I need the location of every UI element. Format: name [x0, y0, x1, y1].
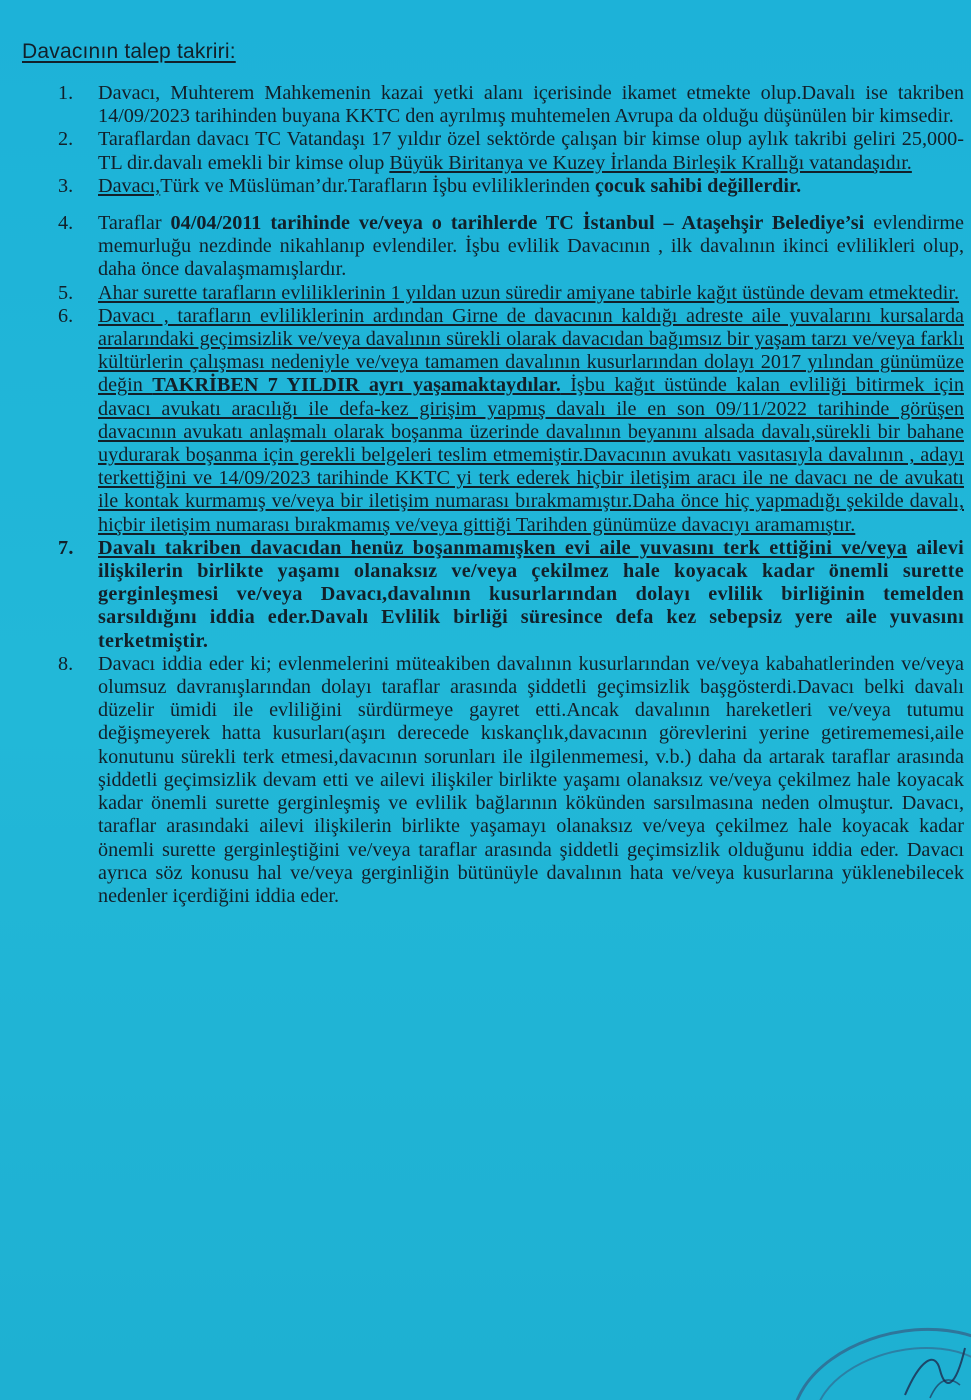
claim-text-underlined: Davacı,: [98, 174, 161, 197]
claim-number: 1.: [58, 82, 74, 104]
claim-text: Davacı, Muhterem Mahkemenin kazai yetki alanı içerisinde ikamet etmekte olup.Davalı ise takriben 14/09/2023 tarihinden buyana KKTC den ayrılmış muhtemelen Avrupa da olduğu düşünülen bir kimsedir.: [98, 82, 964, 128]
claim-text-underlined: Ahar surette tarafların evliliklerinin 1 yıldan uzun süredir amiyane tabirle kağıt üstünde devam etmektedir.: [98, 281, 960, 304]
claim-text-underlined: Davacı , tarafların evliliklerinin ardından Girne de davacının kaldığı adreste aile yuvalarını kursalarda aralarındaki geçimsizlik ve/veya davalının sürekli olarak davacıdan bağımsız bir yaşam tarzı ve/veya farklı kültürlerin çalışması nedeniyle ve/veya tamamen davalının kusurlarından dolayı 2017 yılından günümüze değin: [98, 304, 964, 397]
document-heading: Davacının talep takriri:: [22, 40, 236, 63]
claim-item-4: [58, 212, 964, 282]
claim-item-5: [58, 282, 964, 305]
claim-text: Taraflar: [98, 212, 171, 235]
claim-number: 4.: [58, 212, 74, 235]
claim-text-underlined: İşbu kağıt üstünde kalan evliliği bitirmek için davacı avukatı aracılığı ile defa-kez girişim yapmış davalı ile en son 09/11/2022 tarihinde görüşen davacının avukatı anlaşmalı olarak boşanma üzerinde davalının beyanını alsada davalı,sürekli bir bahane uydurarak boşanma için gerekli belgeleri teslim etmemiştir.Davacının avukatı vasıtasıyla davalının , adayı terkettiğini ve 14/09/2023 tarihinde KKTC yi terk ederek hiçbir iletişim aracı ile ne davacı ne de avukatı ile kontak kurmamış ve/veya bir iletişim numarası bırakmamıştır.Daha önce hiç yapmadığı şekilde davalı, hiçbir iletişim numarası bırakmamış ve/veya gittiği Tarihden günümüze davacıyı aramamıştır.: [98, 374, 964, 536]
claim-text-underlined: Büyük Biritanya ve Kuzey İrlanda Birleşik Krallığı vatandaşıdır.: [389, 151, 912, 174]
claim-number: 6.: [58, 304, 74, 327]
claim-text: evlendirme memurluğu nezdinde nikahlanıp evlendiler. İşbu evlilik Davacının , ilk davalının ikinci evlilikleri olup, daha önce davalaşmamışlardır.: [98, 212, 964, 281]
claim-text-bold-underlined: TAKRİBEN 7 YILDIR ayrı yaşamaktaydılar.: [152, 374, 561, 397]
claim-item-2: [58, 128, 964, 174]
claim-number: 2.: [58, 128, 74, 151]
claim-text: Türk ve Müslüman’dır.Tarafların İşbu evliliklerinden: [160, 174, 595, 197]
claim-text: Davacı iddia eder ki; evlenmelerini müteakiben davalının kusurlarından ve/veya kabahatlerinden ve/veya olumsuz davranışlarından dolayı taraflar arasında şiddetli geçimsizlik başgösterdi.Davacı belki davalı düzelir ümidi ile evliliğini sürdürmeye gayret etti.Ancak davalının hareketleri ve/veya tutumu değişmeyerek hatta kusurları(aşırı derecede kıskançlık,davacının görevlerini yerine getirememesi,aile konutunu sürekli terk etmesi,davacının sorunları ile ilgilenmemesi, v.b.) daha da artarak taraflar arasında şiddetli geçimsizlik devam etti ve ailevi ilişkiler birlikte yaşamı olanaksız ve/veya çekilmez hale koyacak kadar önemli surette gerginleşmiş ve evlilik bağlarının kökünden sarsılmasına neden olmuştur. Davacı, taraflar arasındaki ailevi ilişkilerin birlikte yaşamayı olanaksız ve/veya çekilmez hale koyacak kadar önemli surette gerginleştiğini ve/veya taraflar arasında şiddetli geçimsizlik olduğunu iddia eder. Davacı ayrıca söz konusu hal ve/veya gerginliğin bütünüyle davalının hata ve/veya kusurlarına yüklenebilecek nedenler içerdiğini iddia eder.: [98, 652, 964, 907]
claim-number: 3.: [58, 174, 74, 197]
claim-text: Taraflardan davacı TC Vatandaşı 17 yıldır özel sektörde çalışan bir kimse olup aylık takribi geliri 25,000-TL dir.davalı emekli bir kimse olup: [98, 128, 964, 174]
claim-number: 7.: [58, 536, 74, 559]
claim-item-8: [58, 653, 964, 908]
claim-text-bold: ailevi ilişkilerin birlikte yaşamı olanaksız ve/veya çekilmez hale koyacak kadar önemli surette gerginleşmesi ve/veya Davacı,davalının kusurlarından dolayı evlilik birliğinin temelden sarsıldığını iddia eder.Davalı Evlilik birliği süresince defa kez sebepsiz yere aile yuvasını terketmiştir.: [98, 536, 964, 652]
claim-list: [58, 82, 964, 908]
claim-item-3: [58, 175, 964, 198]
claim-text-bold: çocuk sahibi değillerdir.: [594, 174, 802, 197]
spacer: [58, 198, 964, 212]
signature-icon: [900, 1340, 970, 1400]
claim-item-6: [58, 305, 964, 537]
claim-item-1: [58, 82, 964, 128]
claim-item-7: [58, 537, 964, 653]
claim-number: 8.: [58, 652, 74, 675]
claim-number: 5.: [58, 281, 74, 304]
claim-text-bold-underlined: Davalı takriben davacıdan henüz boşanmamışken evi aile yuvasını terk ettiğini ve/veya: [98, 536, 908, 559]
claim-text-bold: 04/04/2011 tarihinde ve/veya o tarihlerde TC İstanbul – Ataşehşir Belediye’si: [170, 212, 865, 235]
